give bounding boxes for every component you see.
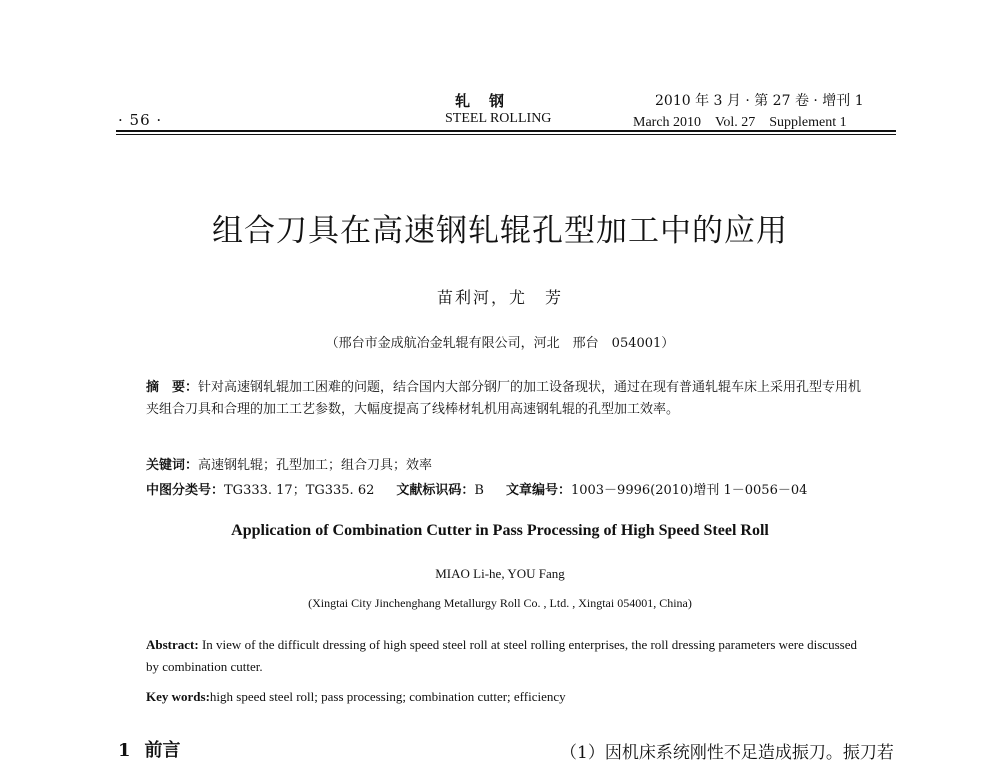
journal-name-cn: 轧 钢 [455, 92, 507, 110]
doc-code-value: B [474, 483, 484, 498]
header-rule-thin [116, 134, 896, 135]
keywords-en-label: Key words: [146, 689, 210, 704]
page-number: · 56 · [118, 111, 163, 129]
abstract-en-text: In view of the difficult dressing of high speed steel roll at steel rolling enterprises, the roll dressing parameters were discussed by combination cutter. [146, 637, 857, 674]
abstract-en-label: Abstract: [146, 637, 199, 652]
article-id-value: 1003－9996(2010)增刊 1－0056－04 [570, 483, 808, 498]
clc-label: 中图分类号： [146, 483, 225, 498]
keywords-en-text: high speed steel roll; pass processing; combination cutter; efficiency [209, 689, 566, 704]
keywords-en [146, 686, 868, 708]
keywords-cn-label: 关键词： [146, 458, 199, 473]
article-title-en: Application of Combination Cutter in Pass Processing of High Speed Steel Roll [231, 522, 769, 539]
issue-info-cn: 2010 年 3 月 · 第 27 卷 · 增刊 1 [655, 93, 864, 109]
abstract-cn-label: 摘 要： [146, 380, 199, 395]
header-rule-thick [116, 130, 896, 132]
clc-value: TG333. 17；TG335. 62 [224, 483, 375, 498]
abstract-en [146, 634, 868, 678]
article-title-cn: 组合刀具在高速钢轧辊孔型加工中的应用 [212, 213, 788, 249]
abstract-cn-text: 针对高速钢轧辊加工困难的问题，结合国内大部分钢厂的加工设备现状，通过在现有普通轧辊车床上采用孔型专用机夹组合刀具和合理的加工工艺参数，大幅度提高了线棒材轧机用高速钢轧辊的孔型加工效率。 [146, 380, 862, 417]
abstract-cn [146, 377, 868, 421]
classification-line [146, 480, 868, 502]
issue-info-en: March 2010 Vol. 27 Supplement 1 [633, 115, 847, 130]
journal-name-en: STEEL ROLLING [445, 111, 552, 126]
doc-code-label: 文献标识码： [396, 483, 475, 498]
keywords-cn [146, 455, 868, 477]
body-paragraph: （1）因机床系统刚性不足造成振刀。振刀若 [560, 743, 894, 763]
article-id-label: 文章编号： [505, 483, 571, 498]
authors-en: MIAO Li-he, YOU Fang [435, 566, 565, 581]
keywords-cn-text: 高速钢轧辊；孔型加工；组合刀具；效率 [198, 458, 433, 473]
section-number: 1 [118, 740, 131, 761]
affiliation-cn: （邢台市金成航冶金轧辊有限公司，河北 邢台 054001） [325, 336, 675, 351]
section-heading [118, 736, 181, 762]
authors-cn: 苗利河，尤 芳 [436, 288, 563, 307]
affiliation-en: (Xingtai City Jinchenghang Metallurgy Roll Co. , Ltd. , Xingtai 054001, China) [308, 596, 692, 610]
section-title: 前言 [144, 740, 181, 761]
